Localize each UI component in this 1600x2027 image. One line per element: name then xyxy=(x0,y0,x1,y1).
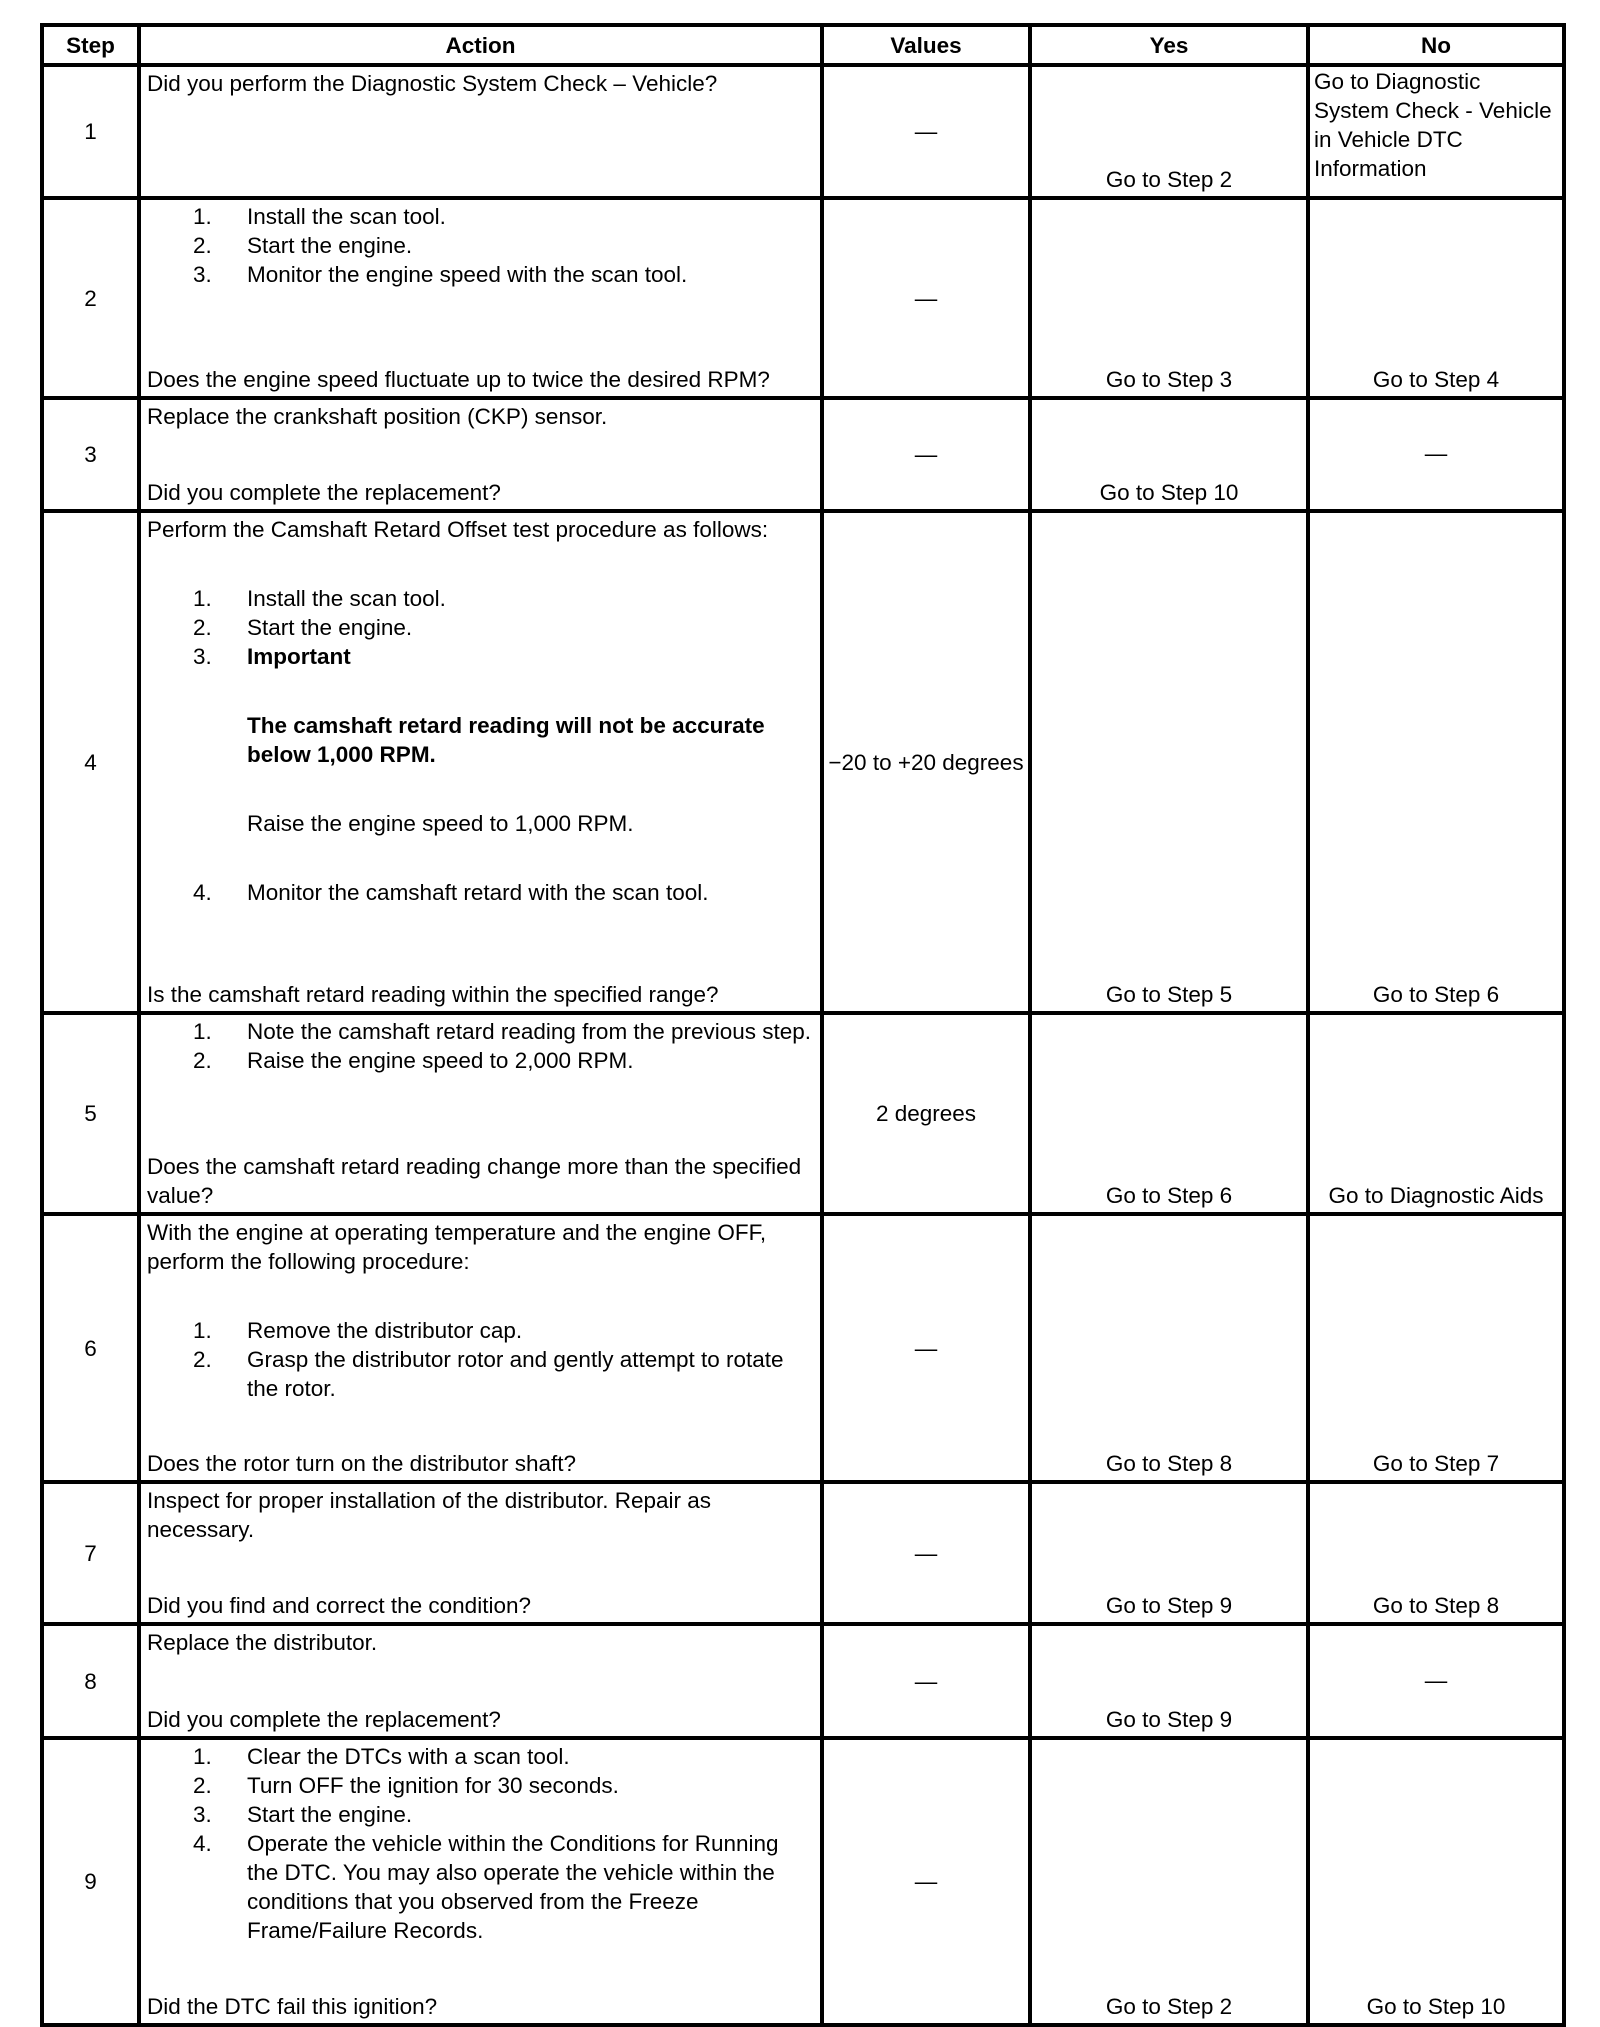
action-cell xyxy=(139,1214,822,1482)
spacer xyxy=(147,1276,814,1316)
step-number: 3 xyxy=(42,398,139,511)
no-cell: Go to Diagnostic System Check - Vehicle in Vehicle DTC Information xyxy=(1308,65,1564,198)
no-cell: — xyxy=(1308,1624,1564,1738)
yes-cell: Go to Step 6 xyxy=(1030,1013,1308,1214)
header-action: Action xyxy=(139,25,822,65)
value-cell: — xyxy=(822,1214,1030,1482)
list-number: 2. xyxy=(193,1048,212,1073)
action-cell xyxy=(139,1624,822,1738)
spacer xyxy=(147,671,814,711)
action-content xyxy=(147,1218,814,1478)
value-cell: — xyxy=(822,1624,1030,1738)
table-row xyxy=(42,1482,1564,1624)
action-text: Does the engine speed fluctuate up to twice the desired RPM? xyxy=(147,367,770,392)
list-number: 1. xyxy=(193,1019,212,1044)
value-cell: — xyxy=(822,398,1030,511)
action-text: Install the scan tool. xyxy=(247,586,446,611)
action-text: Raise the engine speed to 1,000 RPM. xyxy=(247,811,634,836)
action-cell xyxy=(139,65,822,198)
action-line xyxy=(147,1628,814,1657)
action-text: The camshaft retard reading will not be accurate below 1,000 RPM. xyxy=(247,713,765,767)
action-text: Monitor the camshaft retard with the scan tool. xyxy=(247,880,709,905)
action-line xyxy=(147,260,814,289)
action-line xyxy=(147,809,814,838)
list-number: 2. xyxy=(193,1773,212,1798)
action-text: With the engine at operating temperature and the engine OFF, perform the following procedure: xyxy=(147,1220,767,1274)
action-line xyxy=(147,515,814,544)
no-cell: Go to Step 8 xyxy=(1308,1482,1564,1624)
yes-cell: Go to Step 8 xyxy=(1030,1214,1308,1482)
action-text: Does the camshaft retard reading change more than the specified value? xyxy=(147,1154,802,1208)
action-line xyxy=(147,584,814,613)
list-number: 4. xyxy=(193,1831,212,1856)
list-number: 3. xyxy=(193,644,212,669)
value-cell: — xyxy=(822,1482,1030,1624)
action-question xyxy=(147,1591,814,1620)
action-line xyxy=(147,1316,814,1345)
action-text: Raise the engine speed to 2,000 RPM. xyxy=(247,1048,634,1073)
action-line xyxy=(147,1017,814,1046)
action-question xyxy=(147,980,814,1009)
action-text: Start the engine. xyxy=(247,1802,413,1827)
action-cell xyxy=(139,1738,822,2025)
action-line xyxy=(147,402,814,431)
spacer xyxy=(147,544,814,584)
spacer xyxy=(147,838,814,878)
yes-cell: Go to Step 10 xyxy=(1030,398,1308,511)
action-text: Replace the distributor. xyxy=(147,1630,378,1655)
action-content xyxy=(147,69,814,194)
action-text: Inspect for proper installation of the distributor. Repair as necessary. xyxy=(147,1488,712,1542)
value-cell: — xyxy=(822,1738,1030,2025)
action-content xyxy=(147,202,814,394)
action-line xyxy=(147,69,814,98)
action-cell xyxy=(139,1013,822,1214)
no-cell: Go to Step 6 xyxy=(1308,511,1564,1013)
list-number: 2. xyxy=(193,233,212,258)
value-cell: — xyxy=(822,65,1030,198)
action-text: Is the camshaft retard reading within the specified range? xyxy=(147,982,719,1007)
action-question xyxy=(147,365,814,394)
action-text: Did you find and correct the condition? xyxy=(147,1593,531,1618)
step-number: 8 xyxy=(42,1624,139,1738)
list-number: 4. xyxy=(193,880,212,905)
list-number: 1. xyxy=(193,1744,212,1769)
action-line xyxy=(147,231,814,260)
step-number: 7 xyxy=(42,1482,139,1624)
action-text: Perform the Camshaft Retard Offset test procedure as follows: xyxy=(147,517,769,542)
list-number: 2. xyxy=(193,1347,212,1372)
action-question xyxy=(147,1152,814,1210)
list-number: 1. xyxy=(193,586,212,611)
action-question xyxy=(147,1705,814,1734)
action-line xyxy=(147,878,814,907)
action-text: Remove the distributor cap. xyxy=(247,1318,523,1343)
list-number: 3. xyxy=(193,262,212,287)
action-line xyxy=(147,202,814,231)
action-text: Important xyxy=(247,644,351,669)
table-row xyxy=(42,1214,1564,1482)
action-cell xyxy=(139,198,822,398)
action-line xyxy=(147,613,814,642)
spacer xyxy=(147,769,814,809)
action-text: Note the camshaft retard reading from the previous step. xyxy=(247,1019,812,1044)
action-text: Did you perform the Diagnostic System Check – Vehicle? xyxy=(147,71,718,96)
table-row xyxy=(42,511,1564,1013)
action-line xyxy=(147,711,814,769)
action-text: Did you complete the replacement? xyxy=(147,480,501,505)
table-row xyxy=(42,1013,1564,1214)
action-text: Start the engine. xyxy=(247,233,413,258)
table-row xyxy=(42,1738,1564,2025)
yes-cell: Go to Step 9 xyxy=(1030,1624,1308,1738)
action-line xyxy=(147,642,814,671)
step-number: 1 xyxy=(42,65,139,198)
action-text: Turn OFF the ignition for 30 seconds. xyxy=(247,1773,619,1798)
action-text: Replace the crankshaft position (CKP) sensor. xyxy=(147,404,608,429)
yes-cell: Go to Step 5 xyxy=(1030,511,1308,1013)
action-text: Did the DTC fail this ignition? xyxy=(147,1994,438,2019)
action-content xyxy=(147,515,814,1009)
action-line xyxy=(147,1829,814,1945)
action-text: Operate the vehicle within the Conditions for Running the DTC. You may also operate the vehicle within the conditions that you observed from the Freeze Frame/Failure Records. xyxy=(247,1831,779,1943)
action-line xyxy=(147,1800,814,1829)
value-cell: −20 to +20 degrees xyxy=(822,511,1030,1013)
action-line xyxy=(147,1046,814,1075)
action-cell xyxy=(139,1482,822,1624)
no-cell: Go to Diagnostic Aids xyxy=(1308,1013,1564,1214)
no-cell: — xyxy=(1308,398,1564,511)
list-number: 3. xyxy=(193,1802,212,1827)
action-line xyxy=(147,1486,814,1544)
yes-cell: Go to Step 9 xyxy=(1030,1482,1308,1624)
no-cell: Go to Step 4 xyxy=(1308,198,1564,398)
table-row xyxy=(42,198,1564,398)
yes-cell: Go to Step 2 xyxy=(1030,65,1308,198)
action-text: Start the engine. xyxy=(247,615,413,640)
action-content xyxy=(147,402,814,507)
action-line xyxy=(147,1742,814,1771)
header-step: Step xyxy=(42,25,139,65)
step-number: 5 xyxy=(42,1013,139,1214)
action-question xyxy=(147,1992,814,2021)
action-text: Did you complete the replacement? xyxy=(147,1707,501,1732)
table-row xyxy=(42,1624,1564,1738)
value-cell: 2 degrees xyxy=(822,1013,1030,1214)
step-number: 6 xyxy=(42,1214,139,1482)
action-content xyxy=(147,1742,814,2021)
list-number: 1. xyxy=(193,204,212,229)
action-cell xyxy=(139,398,822,511)
action-question xyxy=(147,478,814,507)
no-cell: Go to Step 10 xyxy=(1308,1738,1564,2025)
action-text: Monitor the engine speed with the scan tool. xyxy=(247,262,688,287)
action-content xyxy=(147,1017,814,1210)
step-number: 4 xyxy=(42,511,139,1013)
header-values: Values xyxy=(822,25,1030,65)
header-yes: Yes xyxy=(1030,25,1308,65)
action-cell xyxy=(139,511,822,1013)
table-row xyxy=(42,65,1564,198)
action-content xyxy=(147,1486,814,1620)
action-text: Grasp the distributor rotor and gently attempt to rotate the rotor. xyxy=(247,1347,784,1401)
list-number: 1. xyxy=(193,1318,212,1343)
table-row xyxy=(42,398,1564,511)
step-number: 2 xyxy=(42,198,139,398)
action-line xyxy=(147,1771,814,1800)
action-line xyxy=(147,1218,814,1276)
action-question xyxy=(147,1449,814,1478)
action-content xyxy=(147,1628,814,1734)
action-text: Install the scan tool. xyxy=(247,204,446,229)
step-number: 9 xyxy=(42,1738,139,2025)
list-number: 2. xyxy=(193,615,212,640)
header-row xyxy=(42,25,1564,65)
action-line xyxy=(147,1345,814,1403)
yes-cell: Go to Step 3 xyxy=(1030,198,1308,398)
diagnostic-table xyxy=(40,23,1566,2027)
header-no: No xyxy=(1308,25,1564,65)
value-cell: — xyxy=(822,198,1030,398)
no-cell: Go to Step 7 xyxy=(1308,1214,1564,1482)
action-text: Clear the DTCs with a scan tool. xyxy=(247,1744,570,1769)
action-text: Does the rotor turn on the distributor shaft? xyxy=(147,1451,576,1476)
yes-cell: Go to Step 2 xyxy=(1030,1738,1308,2025)
